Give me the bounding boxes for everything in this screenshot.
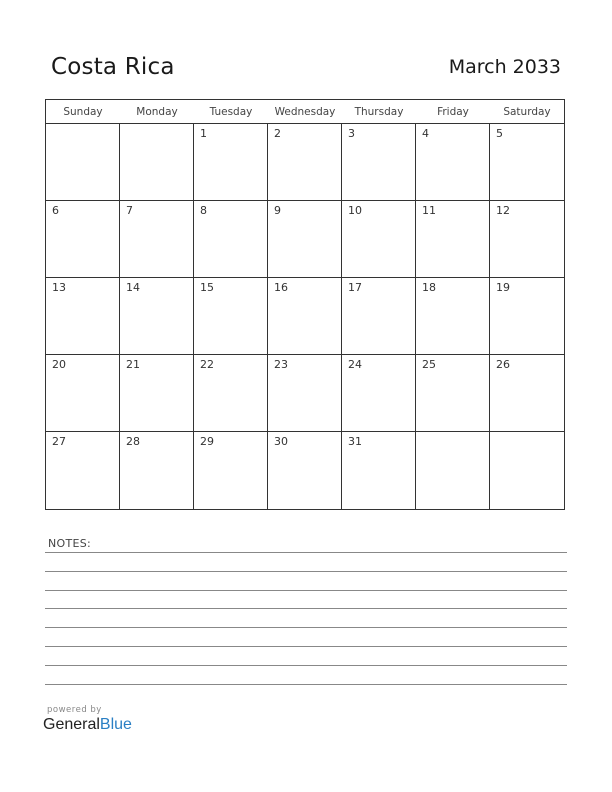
- day-number: 4: [422, 127, 429, 140]
- notes-line: [45, 627, 567, 628]
- day-number: 11: [422, 204, 436, 217]
- day-cell: [120, 355, 194, 432]
- day-cell: [416, 432, 490, 509]
- day-cell: [194, 355, 268, 432]
- notes-line: [45, 590, 567, 591]
- day-number: 20: [52, 358, 66, 371]
- day-cell: [46, 278, 120, 355]
- notes-line: [45, 552, 567, 553]
- notes-line: [45, 608, 567, 609]
- day-cells: [46, 124, 564, 509]
- day-cell: [490, 355, 564, 432]
- day-number: 23: [274, 358, 288, 371]
- day-number: 17: [348, 281, 362, 294]
- day-cell: [416, 201, 490, 278]
- day-number: 30: [274, 435, 288, 448]
- calendar-grid: [45, 99, 565, 510]
- day-number: 9: [274, 204, 281, 217]
- day-cell: [342, 432, 416, 509]
- day-number: 16: [274, 281, 288, 294]
- day-cell: [268, 124, 342, 201]
- day-number: 14: [126, 281, 140, 294]
- day-cell: [120, 432, 194, 509]
- day-cell: [490, 432, 564, 509]
- country-title: Costa Rica: [51, 54, 175, 80]
- day-cell: [46, 432, 120, 509]
- day-cell: [416, 124, 490, 201]
- month-title: March 2033: [448, 56, 561, 78]
- day-cell: [490, 201, 564, 278]
- weekday-saturday: Saturday: [503, 106, 551, 118]
- day-cell: [490, 124, 564, 201]
- day-number: 8: [200, 204, 207, 217]
- day-number: 13: [52, 281, 66, 294]
- day-cell: [416, 355, 490, 432]
- day-number: 12: [496, 204, 510, 217]
- day-number: 5: [496, 127, 503, 140]
- day-cell: [194, 201, 268, 278]
- day-number: 10: [348, 204, 362, 217]
- day-cell: [268, 355, 342, 432]
- generalblue-logo[interactable]: [43, 716, 132, 734]
- day-cell: [194, 432, 268, 509]
- day-cell: [342, 201, 416, 278]
- day-cell: [46, 201, 120, 278]
- day-cell: [46, 124, 120, 201]
- day-cell: [342, 124, 416, 201]
- notes-line: [45, 665, 567, 666]
- day-number: 25: [422, 358, 436, 371]
- day-number: 27: [52, 435, 66, 448]
- notes-line: [45, 684, 567, 685]
- day-cell: [416, 278, 490, 355]
- day-number: 21: [126, 358, 140, 371]
- day-cell: [120, 124, 194, 201]
- day-cell: [120, 278, 194, 355]
- weekday-thursday: Thursday: [354, 106, 404, 118]
- weekday-friday: Friday: [437, 106, 469, 118]
- weekday-monday: Monday: [136, 106, 178, 118]
- day-cell: [268, 201, 342, 278]
- weekday-tuesday: Tuesday: [209, 106, 253, 118]
- day-cell: [268, 278, 342, 355]
- day-number: 26: [496, 358, 510, 371]
- day-number: 2: [274, 127, 281, 140]
- day-cell: [342, 355, 416, 432]
- brand-blue: Blue: [99, 716, 132, 733]
- day-cell: [490, 278, 564, 355]
- day-number: 15: [200, 281, 214, 294]
- notes-label: NOTES:: [48, 537, 92, 550]
- day-number: 29: [200, 435, 214, 448]
- day-number: 28: [126, 435, 140, 448]
- day-number: 7: [126, 204, 133, 217]
- notes-line: [45, 571, 567, 572]
- day-number: 24: [348, 358, 362, 371]
- brand-general: General: [43, 716, 100, 733]
- day-cell: [194, 124, 268, 201]
- day-number: 3: [348, 127, 355, 140]
- day-number: 6: [52, 204, 59, 217]
- day-cell: [46, 355, 120, 432]
- day-number: 31: [348, 435, 362, 448]
- day-number: 22: [200, 358, 214, 371]
- day-cell: [120, 201, 194, 278]
- day-number: 18: [422, 281, 436, 294]
- powered-by-text: powered by: [47, 705, 102, 715]
- day-cell: [268, 432, 342, 509]
- notes-line: [45, 646, 567, 647]
- day-number: 19: [496, 281, 510, 294]
- day-cell: [194, 278, 268, 355]
- weekday-sunday: Sunday: [63, 106, 103, 118]
- weekday-header-row: [46, 100, 564, 124]
- weekday-wednesday: Wednesday: [274, 106, 336, 118]
- day-number: 1: [200, 127, 207, 140]
- day-cell: [342, 278, 416, 355]
